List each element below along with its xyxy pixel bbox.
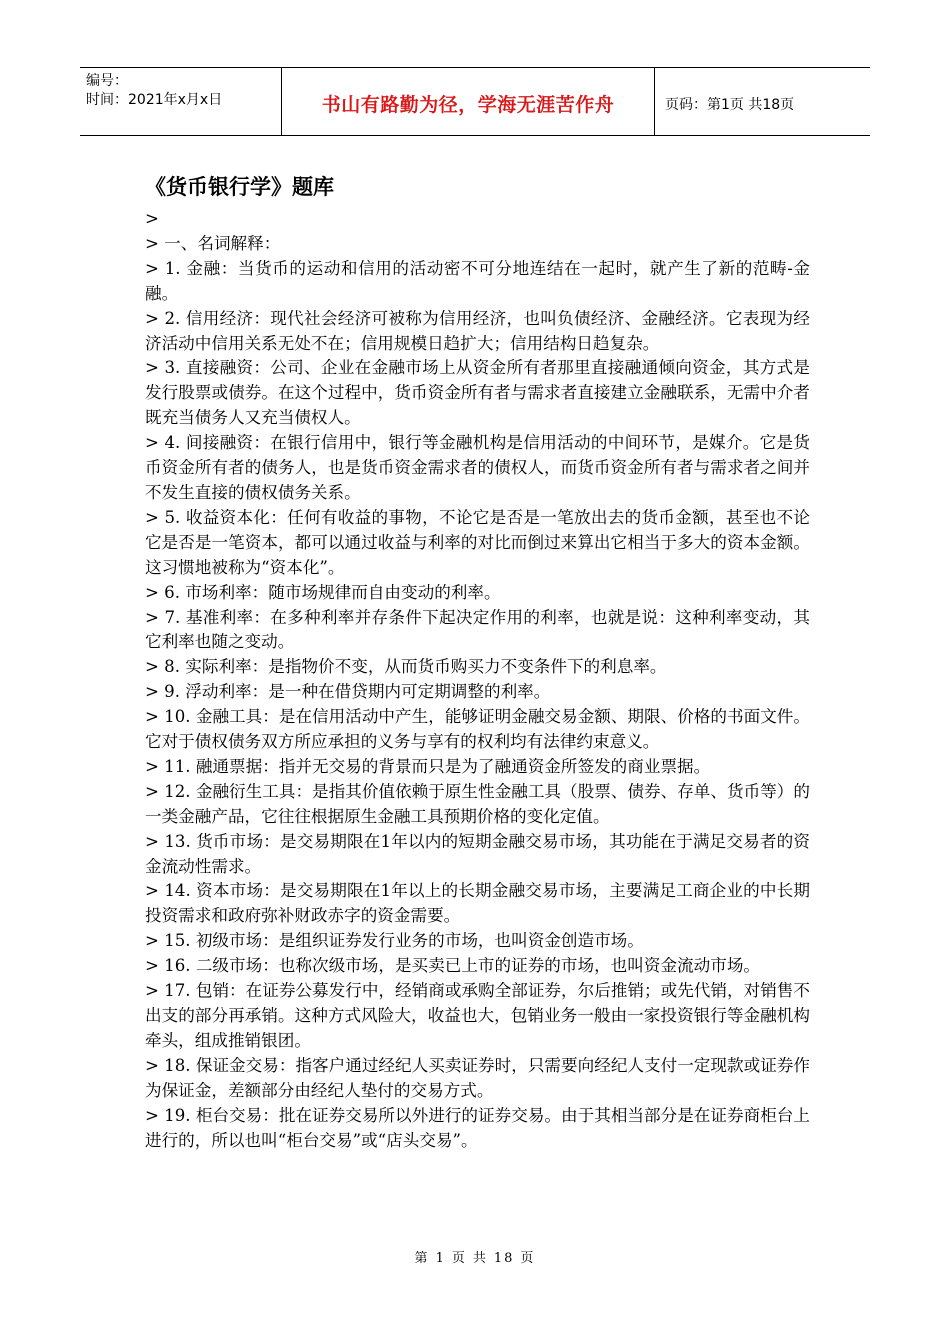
footer-gong: 共 [472, 1251, 488, 1266]
footer-page-number: 1 [435, 1251, 446, 1266]
footer-ye: 页 [451, 1251, 467, 1266]
paragraph: > 15. 初级市场：是组织证券发行业务的市场，也叫资金创造市场。 [145, 931, 644, 951]
paragraph: > 18. 保证金交易：指客户通过经纪人买卖证券时，只需要向经纪人支付一定现款或证券作为保证金，差额部分由经纪人垫付的交易方式。 [145, 1055, 810, 1100]
document-title: 《货币银行学》题库 [145, 175, 334, 199]
motto-text: 书山有路勤为径，学海无涯苦作舟 [321, 94, 615, 116]
paragraph: > 19. 柜台交易：批在证券交易所以外进行的证券交易。由于其相当部分是在证券商柜台上进行的，所以也叫“柜台交易”或“店头交易”。 [145, 1105, 810, 1150]
section-heading: > 一、名词解释： [145, 233, 281, 253]
header-table [80, 67, 870, 136]
code-label: 编号： [86, 73, 128, 89]
page-info: 页码：第1页 共18页 [665, 96, 795, 113]
header-page-cell [655, 68, 870, 135]
paragraph: > 12. 金融衍生工具：是指其价值依赖于原生性金融工具（股票、债券、存单、货币等）的一类金融产品，它往往根据原生金融工具预期价格的变化定值。 [145, 781, 810, 826]
header-motto-cell [282, 68, 655, 135]
paragraph: > 6. 市场利率：随市场规律而自由变动的利率。 [145, 582, 501, 602]
footer-total-pages: 18 [493, 1251, 515, 1266]
time-label: 时间：2021年x月x日 [86, 92, 223, 108]
paragraph: > 17. 包销：在证券公募发行中，经销商或承购全部证券，尔后推销；或先代销，对销售不出支的部分再承销。这种方式风险大，收益也大，包销业务一般由一家投资银行等金融机构牵头，组成推销银团。 [145, 981, 810, 1050]
paragraph: > 5. 收益资本化：任何有收益的事物，不论它是否是一笔放出去的货币金额，甚至也不论它是否是一笔资本，都可以通过收益与利率的对比而倒过来算出它相当于多大的资本金额。这习惯地被称为“资本化”。 [145, 507, 810, 577]
paragraph: > 11. 融通票据：指并无交易的背景而只是为了融通资金所签发的商业票据。 [145, 756, 711, 776]
footer-di: 第 [414, 1251, 430, 1266]
page-footer [0, 1247, 950, 1266]
document-body [145, 207, 810, 1153]
paragraph: > 16. 二级市场：也称次级市场，是买卖已上市的证券的市场，也叫资金流动市场。 [145, 956, 761, 976]
paragraph: > 7. 基准利率：在多种利率并存条件下起决定作用的利率，也就是说：这种利率变动，其它利率也随之变动。 [145, 607, 810, 652]
paragraph: > 2. 信用经济：现代社会经济可被称为信用经济，也叫负债经济、金融经济。它表现为经济活动中信用关系无处不在；信用规模日趋扩大；信用结构日趋复杂。 [145, 308, 810, 353]
paragraph: > 1. 金融：当货币的运动和信用的活动密不可分地连结在一起时，就产生了新的范畴-金融。 [145, 258, 810, 303]
paragraph: > 8. 实际利率：是指物价不变，从而货币购买力不变条件下的利息率。 [145, 657, 667, 677]
paragraph: > [145, 209, 159, 228]
paragraph: > 13. 货币市场：是交易期限在1年以内的短期金融交易市场，其功能在于满足交易者的资金流动性需求。 [145, 831, 810, 876]
paragraph: > 14. 资本市场：是交易期限在1年以上的长期金融交易市场，主要满足工商企业的中长期投资需求和政府弥补财政赤字的资金需要。 [145, 881, 810, 926]
paragraph: > 4. 间接融资：在银行信用中，银行等金融机构是信用活动的中间环节，是媒介。它是货币资金所有者的债务人，也是货币资金需求者的债权人，而货币资金所有者与需求者之间并不发生直接的债权债务关系。 [145, 433, 810, 502]
paragraph: > 9. 浮动利率：是一种在借贷期内可定期调整的利率。 [145, 682, 551, 702]
header-meta-cell [80, 68, 282, 135]
footer-ye2: 页 [520, 1251, 536, 1266]
paragraph: > 3. 直接融资：公司、企业在金融市场上从资金所有者那里直接融通倾向资金，其方式是发行股票或债券。在这个过程中，货币资金所有者与需求者直接建立金融联系，无需中介者既充当债务人又充当债权人。 [145, 358, 810, 428]
paragraph: > 10. 金融工具：是在信用活动中产生，能够证明金融交易金额、期限、价格的书面文件。它对于债权债务双方所应承担的义务与享有的权利均有法律约束意义。 [145, 707, 810, 752]
